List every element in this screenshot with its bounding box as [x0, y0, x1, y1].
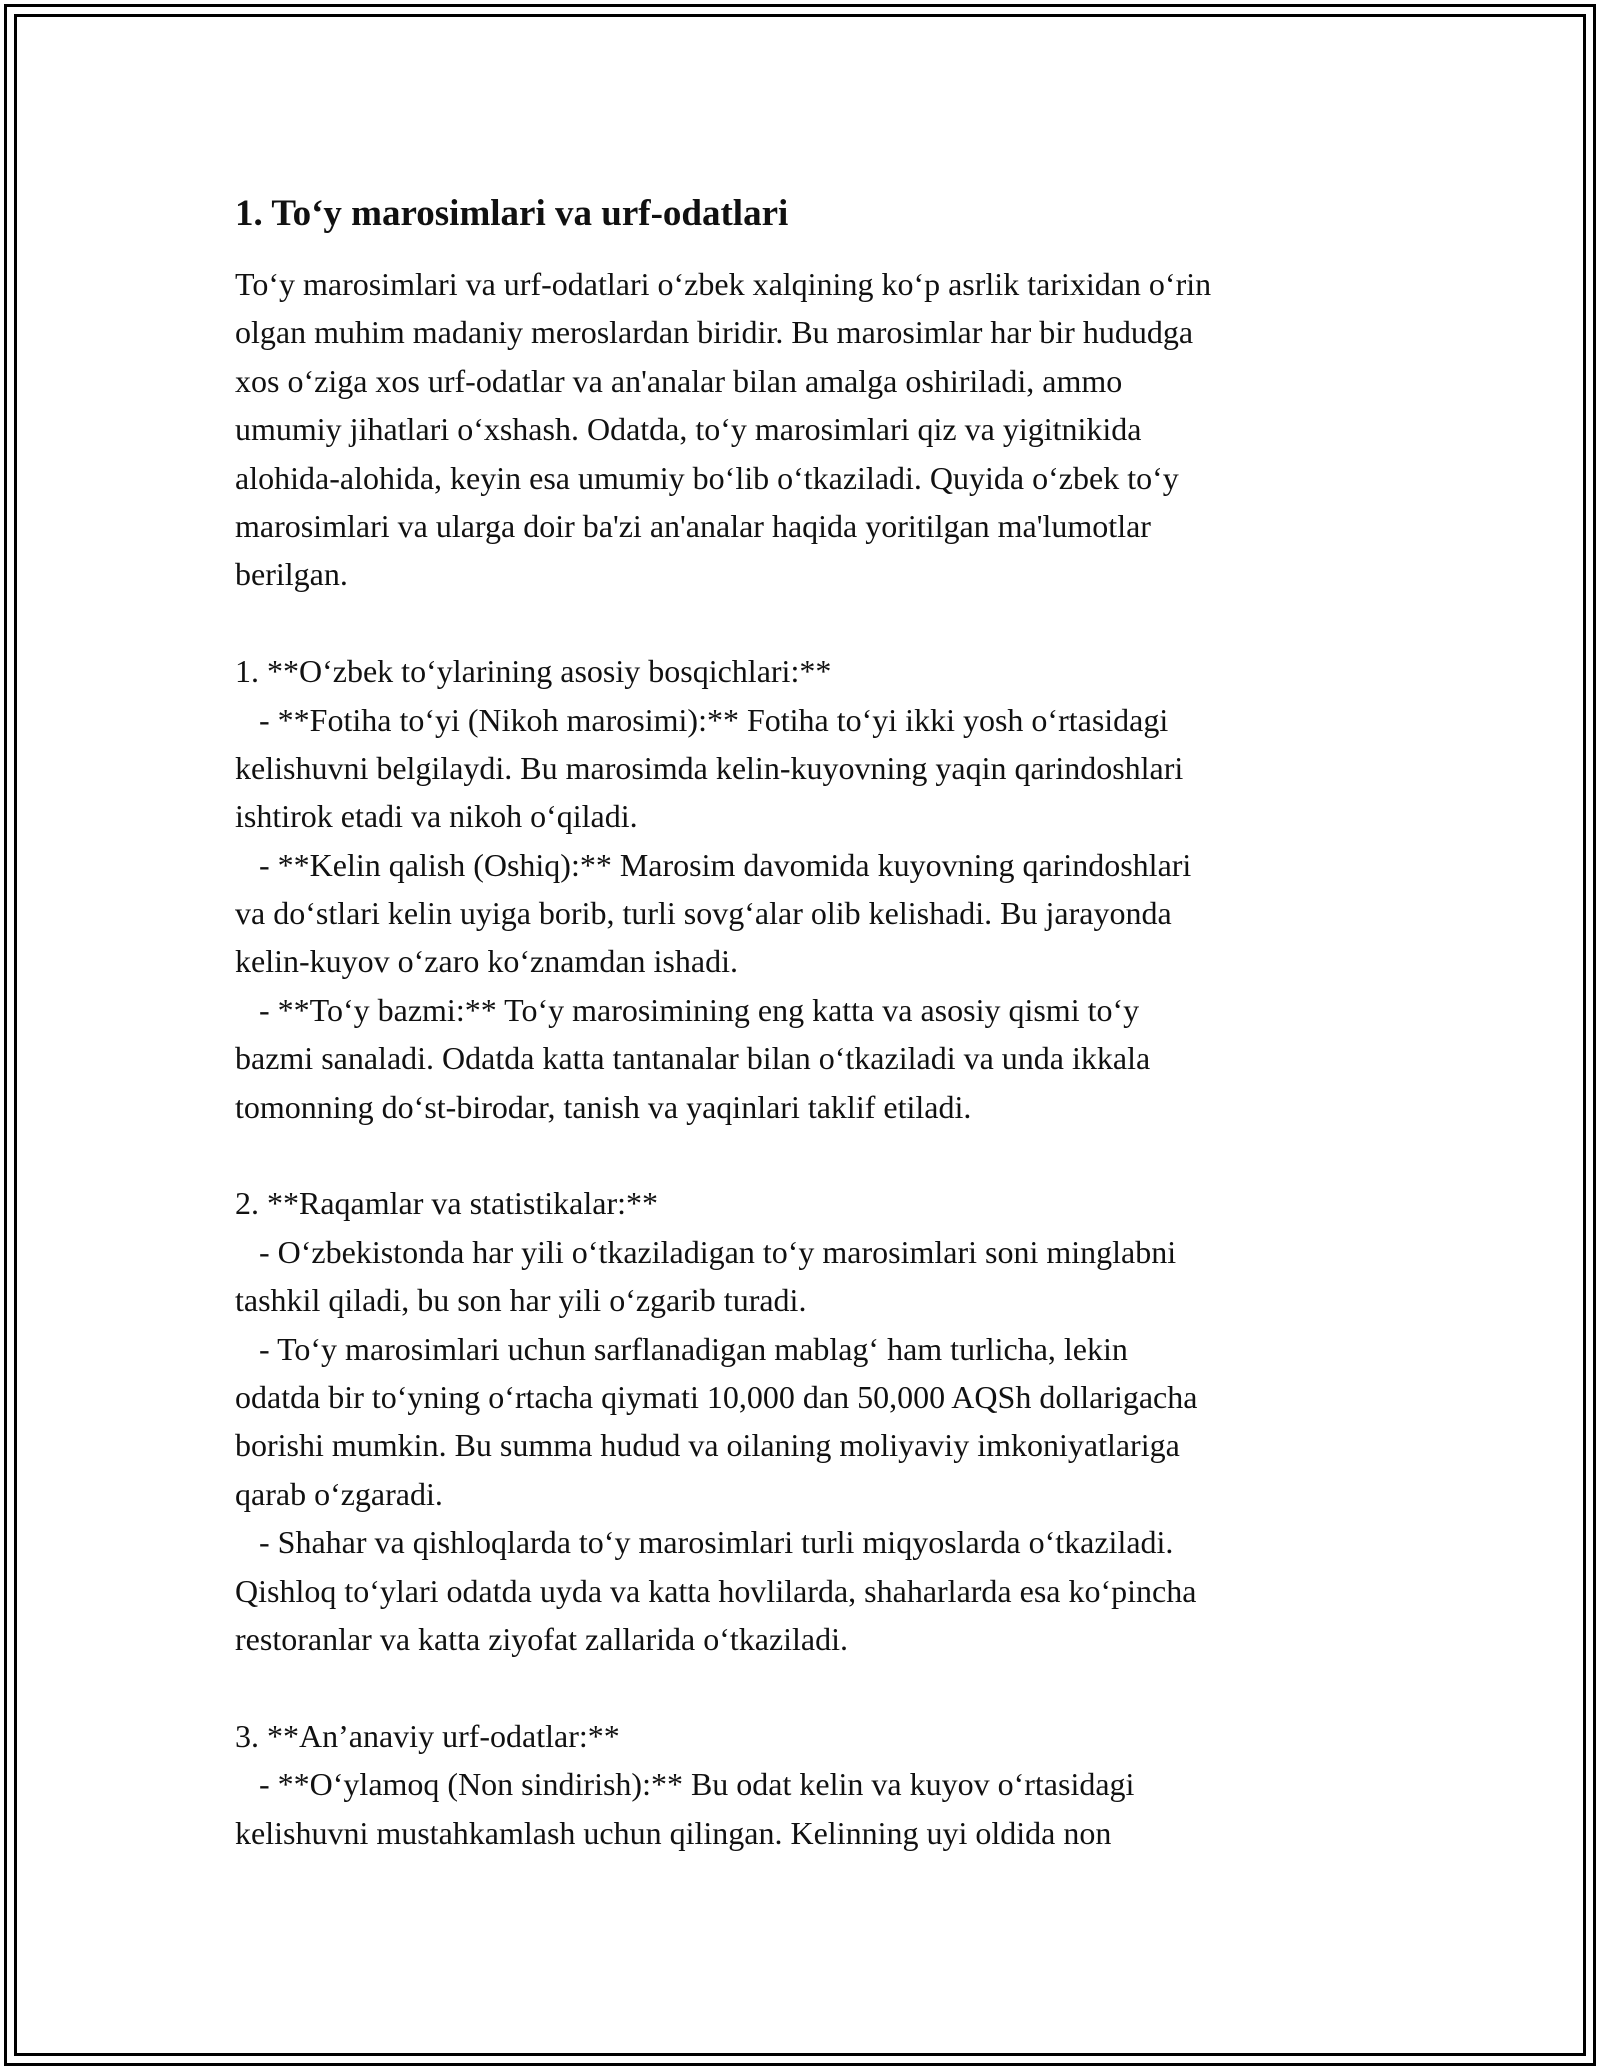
blank-line [235, 1131, 1375, 1179]
text-line: - To‘y marosimlari uchun sarflanadigan mablag‘ ham turlicha, lekin [235, 1330, 1128, 1367]
document-text [235, 260, 1375, 1857]
text-line: umumiy jihatlari o‘xshash. Odatda, to‘y marosimlari qiz va yigitnikida [235, 411, 1142, 448]
document-heading: 1. To‘y marosimlari va urf-odatlari [235, 193, 789, 234]
text-line: 2. **Raqamlar va statistikalar:** [235, 1185, 658, 1222]
text-line: bazmi sanaladi. Odatda katta tantanalar bilan o‘tkaziladi va unda ikkala [235, 1040, 1151, 1077]
text-line: tashkil qiladi, bu son har yili o‘zgarib turadi. [235, 1282, 807, 1319]
text-line: olgan muhim madaniy meroslardan biridir. Bu marosimlar har bir hududga [235, 314, 1194, 351]
document-body [235, 186, 1375, 1857]
text-line: alohida-alohida, keyin esa umumiy bo‘lib o‘tkaziladi. Quyida o‘zbek to‘y [235, 459, 1179, 496]
text-line: kelishuvni mustahkamlash uchun qilingan. Kelinning uyi oldida non [235, 1814, 1112, 1851]
blank-line [235, 599, 1375, 647]
blank-line [235, 1663, 1375, 1711]
text-line: odatda bir to‘yning o‘rtacha qiymati 10,000 dan 50,000 AQSh dollarigacha [235, 1378, 1198, 1415]
text-line: - Shahar va qishloqlarda to‘y marosimlari turli miqyoslarda o‘tkaziladi. [235, 1524, 1174, 1561]
text-line: marosimlari va ularga doir ba'zi an'analar haqida yoritilgan ma'lumotlar [235, 507, 1151, 544]
text-line: tomonning do‘st-birodar, tanish va yaqinlari taklif etiladi. [235, 1088, 972, 1125]
text-line: restoranlar va katta ziyofat zallarida o‘tkaziladi. [235, 1620, 849, 1657]
text-line: kelishuvni belgilaydi. Bu marosimda kelin-kuyovning yaqin qarindoshlari [235, 749, 1184, 786]
text-line: berilgan. [235, 556, 348, 593]
text-line: 3. **An’anaviy urf-odatlar:** [235, 1717, 620, 1754]
text-line: ishtirok etadi va nikoh o‘qiladi. [235, 798, 638, 835]
text-line: - **O‘ylamoq (Non sindirish):** Bu odat kelin va kuyov o‘rtasidagi [235, 1766, 1135, 1803]
text-line: - O‘zbekistonda har yili o‘tkaziladigan to‘y marosimlari soni minglabni [235, 1233, 1177, 1270]
text-line: qarab o‘zgaradi. [235, 1475, 443, 1512]
text-line: - **Kelin qalish (Oshiq):** Marosim davomida kuyovning qarindoshlari [235, 846, 1192, 883]
text-line: - **Fotiha to‘yi (Nikoh marosimi):** Fotiha to‘yi ikki yosh o‘rtasidagi [235, 701, 1169, 738]
text-line: va do‘stlari kelin uyiga borib, turli sovg‘alar olib kelishadi. Bu jarayonda [235, 895, 1172, 932]
text-line: To‘y marosimlari va urf-odatlari o‘zbek xalqining ko‘p asrlik tarixidan o‘rin [235, 266, 1212, 302]
text-line: borishi mumkin. Bu summa hudud va oilaning moliyaviy imkoniyatlariga [235, 1427, 1180, 1464]
text-line: 1. **O‘zbek to‘ylarining asosiy bosqichlari:** [235, 653, 832, 690]
text-line: xos o‘ziga xos urf-odatlar va an'analar bilan amalga oshiriladi, ammo [235, 362, 1123, 399]
text-line: - **To‘y bazmi:** To‘y marosimining eng katta va asosiy qismi to‘y [235, 991, 1140, 1028]
text-line: kelin-kuyov o‘zaro ko‘znamdan ishadi. [235, 943, 738, 980]
text-line: Qishloq to‘ylari odatda uyda va katta hovlilarda, shaharlarda esa ko‘pincha [235, 1572, 1197, 1609]
